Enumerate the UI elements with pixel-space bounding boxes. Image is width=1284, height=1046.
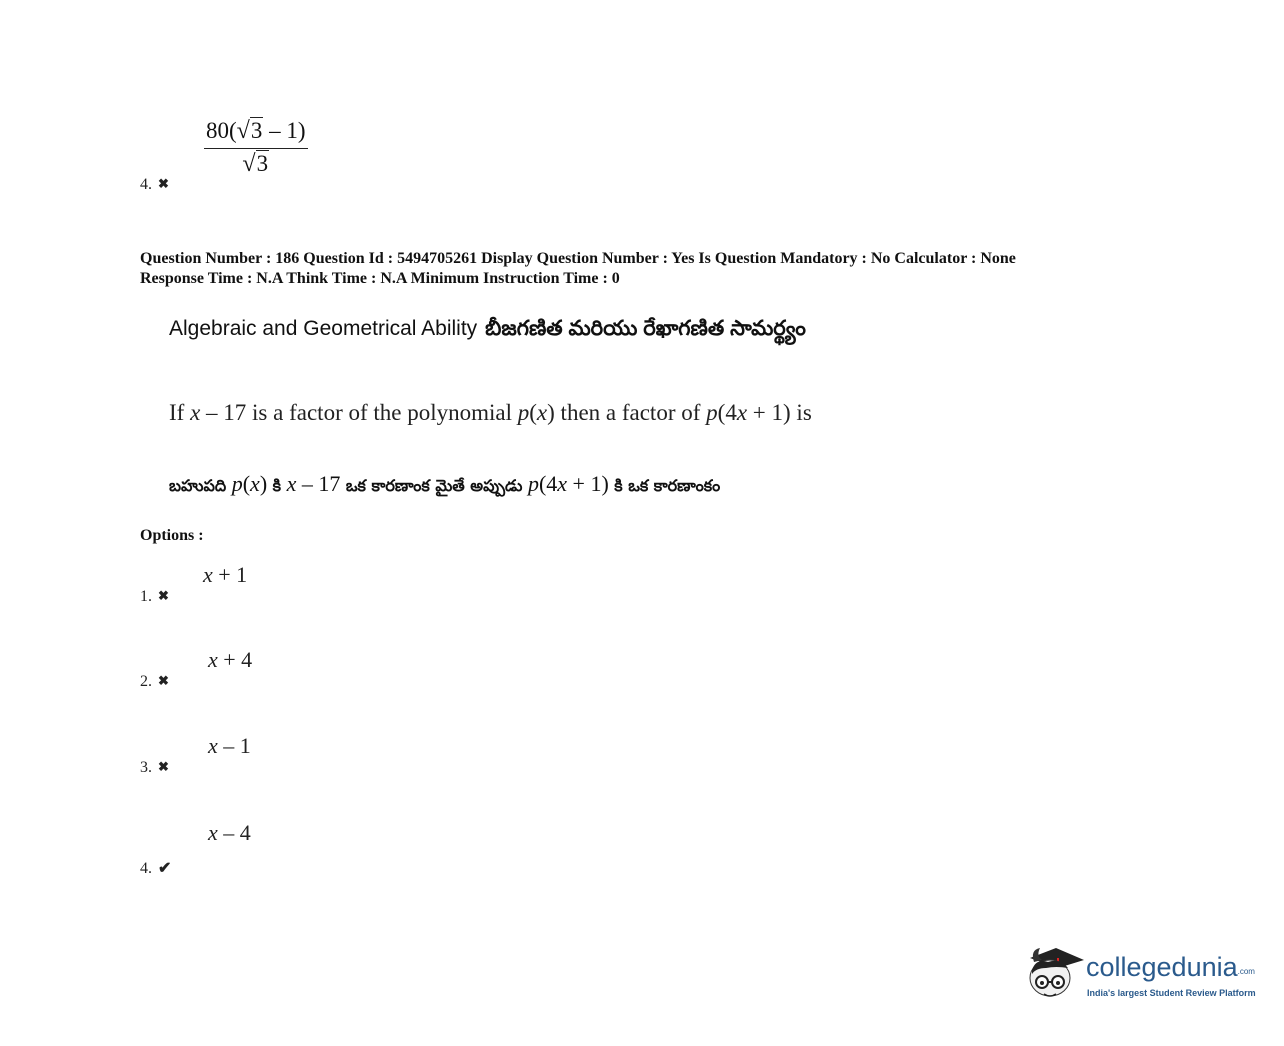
question-text-te: బహుపది p(x) కి x – 17 ఒక కారణాంక మైతే అప్పుడు p(4x + 1) కి ఒక కారణాంకం — [169, 471, 721, 496]
option-1-expression: x + 1 — [203, 562, 248, 587]
question-meta-line-2: Response Time : N.A Think Time : N.A Minimum Instruction Time : 0 — [140, 270, 620, 287]
logo-wordmark: collegedunia.com — [1086, 952, 1255, 982]
fraction-numerator: 80(√3 – 1) — [204, 118, 308, 149]
question-meta-line-1: Question Number : 186 Question Id : 5494705261 Display Question Number : Yes Is Question Mandatory : No Calculator : None — [140, 250, 1016, 267]
cross-icon: ✖ — [158, 176, 169, 191]
cross-icon: ✖ — [158, 588, 169, 603]
question-text-en: If x – 17 is a factor of the polynomial p(x) then a factor of p(4x + 1) is — [169, 400, 812, 425]
cross-icon: ✖ — [158, 759, 169, 774]
mascot-icon — [1026, 940, 1086, 1010]
option-2-label: 2. ✖ — [140, 673, 169, 690]
logo-tagline: India's largest Student Review Platform — [1087, 988, 1256, 998]
section-title-en: Algebraic and Geometrical Ability — [169, 317, 478, 340]
prev-option-4-fraction — [204, 118, 308, 178]
collegedunia-logo-mascot — [1026, 940, 1086, 1015]
option-4-label: 4. ✔ — [140, 860, 172, 877]
option-1-label: 1. ✖ — [140, 588, 169, 605]
prev-option-4-label: 4. ✖ — [140, 176, 169, 193]
section-title — [169, 317, 806, 346]
option-3-expression: x – 1 — [208, 733, 251, 758]
check-icon: ✔ — [158, 860, 172, 877]
fraction-denominator: √3 — [242, 151, 269, 177]
option-3-label: 3. ✖ — [140, 759, 169, 776]
option-4-expression: x – 4 — [208, 820, 251, 845]
cross-icon: ✖ — [158, 673, 169, 688]
section-title-te: బీజగణిత మరియు రేఖాగణిత సామర్థ్యం — [485, 317, 806, 340]
option-2-expression: x + 4 — [208, 647, 253, 672]
options-label: Options : — [140, 527, 204, 544]
